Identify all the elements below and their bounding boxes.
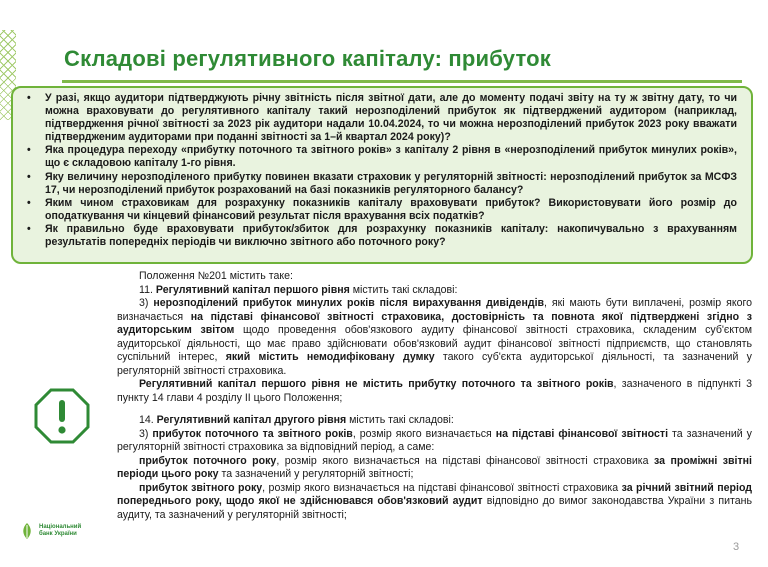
page-number: 3	[733, 541, 740, 553]
regulation-excerpt	[117, 270, 752, 522]
clause-11: 11. Регулятивний капітал першого рівня містить такі складові:	[139, 283, 458, 296]
clause-14: 14. Регулятивний капітал другого рівня містить такі складові:	[139, 414, 454, 426]
questions-list	[23, 92, 737, 249]
warning-octagon-icon	[34, 388, 90, 444]
question-item: • Як правильно буде враховувати прибуток/збиток для розрахунку показників капіталу: накопичувально з врахуванням результатів попередніх періодів чи виключно звітного або поточного року?	[27, 222, 737, 249]
clause-11-note: Регулятивний капітал першого рівня не містить прибутку поточного та звітного років, зазначеного в підпункті 3 пункту 14 глави 4 розділу ІІ цього Положення;	[117, 378, 752, 404]
question-item: • Яким чином страховикам для розрахунку показників капіталу враховувати прибуток? Використовувати його розмір до оподаткування чи кінцевий фінансовий результат після врахування всіх податків?	[27, 196, 737, 222]
leaf-icon	[20, 522, 34, 540]
clause-11-item-3: 3) нерозподілений прибуток минулих років після вирахування дивідендів, які мають бути виплачені, розмір якого визначається на підставі фінансової звітності страховика, достовірність та повнота якої підтверджені згідно з аудиторським звітом щодо проведення обов'язкового аудиту фінансової звітності страховика, складеним суб'єктом аудиторської діяльності, що має право здійснювати обов'язковий аудит фінансової звітності підприємств, що становлять суспільний інтерес, який містить немодифіковану думку такого суб'єкта аудиторської діяльності, та зазначений у регуляторній звітності страховика.	[117, 297, 753, 377]
clause-14-item-3: 3) прибуток поточного та звітного років, розмір якого визначається на підставі фінансової звітності та зазначений у регуляторній звітності страховика за відповідний період, а саме:	[117, 427, 752, 453]
slide-title: Складові регулятивного капіталу: прибуток	[64, 46, 552, 71]
question-item: • У разі, якщо аудитори підтверджують річну звітність після звітної дати, але до моменту подачі звіту на ту ж звітну дату, то чи можна враховувати до регулятивного капіталу такий нерозподілений прибуток як підтверджений аудитором (наприклад, підтвердження річної звітності за 2023 рік аудитори надали 10.04.2024, то чи можна нерозподілений прибуток 2023 року вважати підтвердженим аудиторами при поданні звітності за 1–й квартал 2024 року)?	[27, 92, 737, 144]
reporting-year-profit: прибуток звітного року, розмір якого визначається на підставі фінансової звітності страховика за річний звітний період попереднього року, щодо якої не здійснювався обов'язковий аудит відповідно до вимог законодавства України з питань аудиту, та зазначений у регуляторній звітності;	[117, 481, 752, 521]
intro-text: Положення №201 містить таке:	[139, 270, 293, 282]
question-item: • Яка процедура переходу «прибутку поточного та звітного років» з капіталу 2 рівня в «нерозподілений прибуток минулих років», що є складовою капіталу 1-го рівня.	[27, 144, 737, 170]
nbu-logo	[20, 522, 81, 540]
title-underline	[62, 80, 742, 83]
logo-text: Національний банк України	[39, 524, 82, 537]
current-year-profit: прибуток поточного року, розмір якого визначається на підставі фінансової звітності страховика за проміжні звітні періоди цього року та зазначений у регуляторній звітності;	[117, 454, 752, 480]
questions-callout	[11, 86, 753, 264]
question-item: • Яку величину нерозподіленого прибутку повинен вказати страховик у регуляторній звітності: нерозподілений прибуток за МСФЗ 17, чи нерозподілений прибуток розрахований на базі показників регуляторного балансу?	[27, 170, 737, 196]
